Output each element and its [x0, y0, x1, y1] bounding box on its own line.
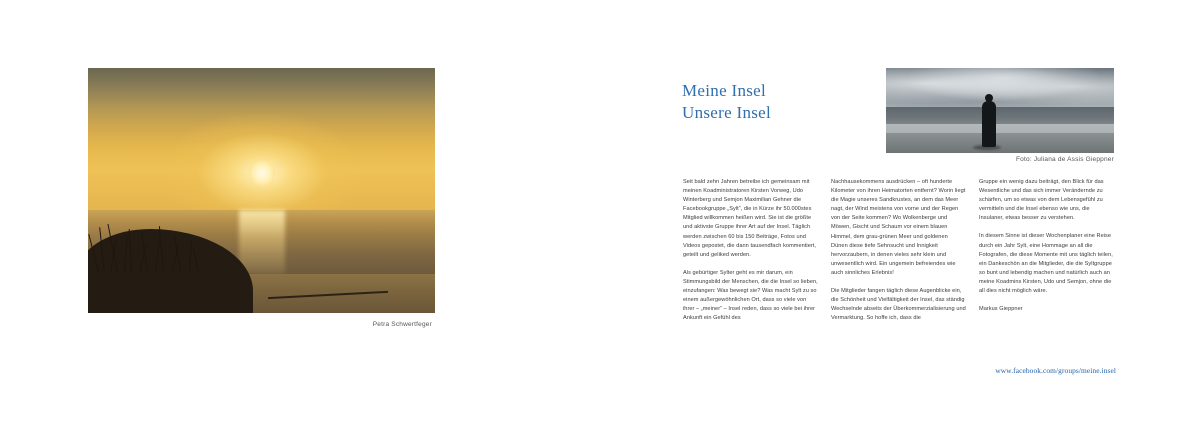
left-photo-caption: Petra Schwertfeger — [372, 321, 432, 328]
text-column-1 — [683, 178, 818, 323]
text-column-3 — [979, 178, 1114, 323]
facebook-group-link[interactable]: www.facebook.com/groups/meine.insel — [995, 366, 1116, 375]
sun-reflection — [239, 210, 285, 274]
person-on-beach-photo — [886, 68, 1114, 153]
right-photo-container — [886, 68, 1114, 153]
headline-line-2: Unsere Insel — [682, 103, 772, 122]
standing-figure — [982, 101, 996, 147]
author-signature: Markus Gieppner — [979, 306, 1023, 313]
page-title — [682, 80, 771, 124]
right-photo-caption: Foto: Juliana de Assis Gieppner — [1016, 156, 1114, 163]
sun-disc — [249, 160, 275, 186]
wet-sand-band — [886, 124, 1114, 133]
article-body — [683, 178, 1115, 323]
paragraph: Die Mitglieder fangen täglich diese Augenblicke ein, die Schönheit und Vielfältigkeit der Insel, das ständig Wechselnde abseits der Überkommerzialisierung und Vermarktung. So hoffe ich, dass die — [831, 288, 966, 322]
sea-region — [886, 107, 1114, 124]
text-column-2 — [831, 178, 966, 323]
paragraph: Seit bald zehn Jahren betreibe ich gemeinsam mit meinen Koadministratoren Kirsten Vorweg, Udo Winterberg und Semjon Maximilian Gehner die Facebookgruppe „Sylt“, die in Kürze ihr 50.000stes Mitglied willkommen heißen wird. Sie ist die größte und aktivste Gruppe ihrer Art auf der Insel. Täglich werden zwischen 60 bis 150 Beiträge, Fotos und Videos gepostet, die dann tausendfach kommentiert, geteilt und geliked werden. — [683, 179, 817, 258]
paragraph: Gruppe ein wenig dazu beiträgt, den Blick für das Wesentliche und das sich immer Verändernde zu schärfen, um so etwas von dem Lebensgefühl zu vermitteln und die Insel ebenso wie uns, die Insulaner, etwas besser zu verstehen. — [979, 179, 1104, 222]
paragraph: Als gebürtiger Sylter geht es mir darum, ein Stimmungsbild der Menschen, die die Insel so lieben, einzufangen: Was bewegt sie? Was macht Sylt zu so einem außergewöhnlichen Ort, dass so viele von ihrer – „meiner“ – Insel reden, dass so viele bei ihrer Ankunft ein Gefühl des — [683, 269, 818, 322]
paragraph: In diesem Sinne ist dieser Wochenplaner eine Reise durch ein Jahr Sylt, eine Hommage an all die Fotografen, die diese Momente mit uns täglich teilen, ein Dankeschön an die Mitglieder, die die Syltgruppe so bunt und lebendig machen und natürlich auch an meine Koadmins Kirsten, Udo und Semjon, ohne die all dies nicht möglich wäre. — [979, 233, 1113, 295]
dune-grass — [94, 219, 214, 273]
paragraph: Nachhausekommens ausdrücken – oft hunderte Kilometer von ihren Heimatorten entfernt? Worin liegt die Magie unseres Sandkrustes, an dem das Meer nagt, der Wind meistens von vorne und der Regen von der Seite kommen? Wo Wolkenberge und Möwen, Gischt und Schaum vor einem blauen Himmel, dem grau-grünen Meer und goldenen Dünen diese tiefe Sehnsucht und Innigkeit hervorzaubern, in denen vieles sehr klein und unwesentlich wird. Ein ungemein befreiendes wie auch sinnliches Erlebnis! — [831, 179, 966, 276]
cloud-layer — [886, 68, 1114, 107]
left-photo-container — [88, 68, 435, 313]
headline-line-1: Meine Insel — [682, 81, 767, 100]
sunset-beach-photo — [88, 68, 435, 313]
